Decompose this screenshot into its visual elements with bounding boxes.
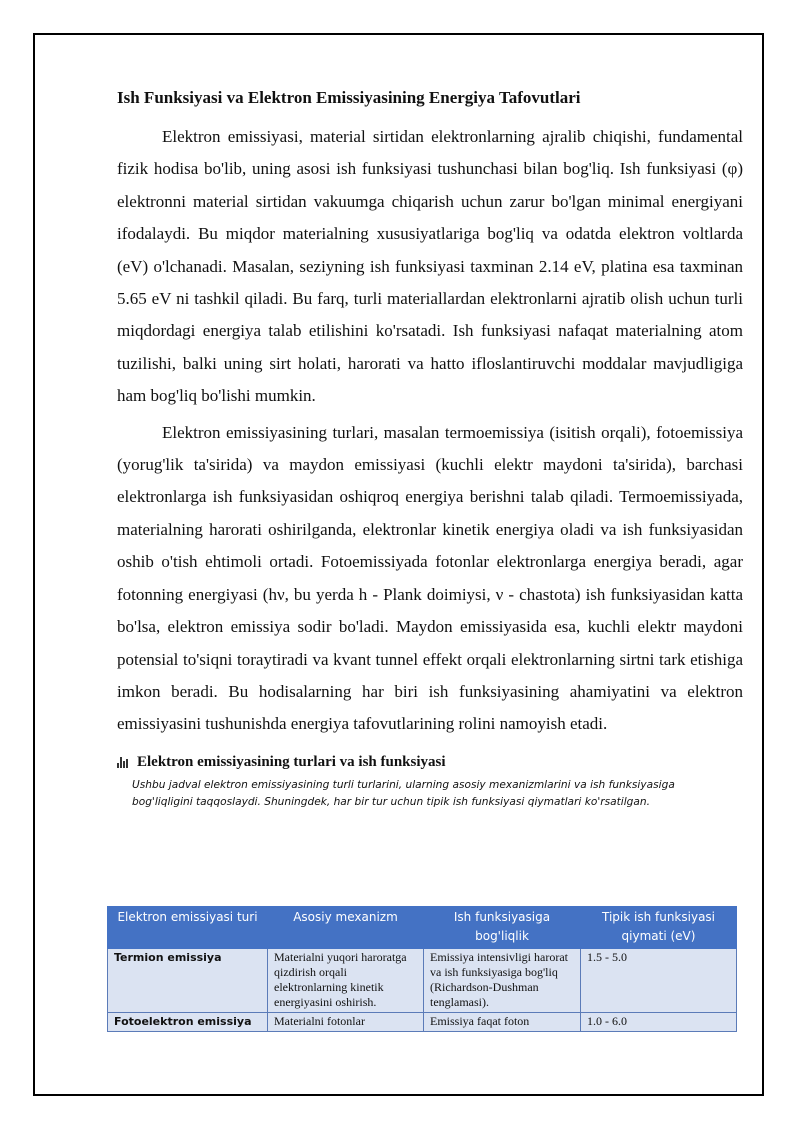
table-cell: Materialni yuqori haroratga qizdirish orqali elektronlarning kinetik energiyasini oshirish. xyxy=(268,949,424,1013)
column-header: Tipik ish funksiyasi qiymati (eV) xyxy=(581,907,737,949)
table-cell: Emissiya faqat foton xyxy=(424,1013,581,1032)
table-cell: Fotoelektron emissiya xyxy=(108,1013,268,1032)
bar-chart-icon xyxy=(117,756,131,768)
table-row xyxy=(108,949,737,1013)
column-header: Elektron emissiyasi turi xyxy=(108,907,268,949)
table-header-row xyxy=(108,907,737,949)
table-cell: Materialni fotonlar xyxy=(268,1013,424,1032)
section-title: Elektron emissiyasining turlari va ish funksiyasi xyxy=(137,753,446,770)
table-caption: Ushbu jadval elektron emissiyasining turli turlarini, ularning asosiy mexanizmlarini va ish funksiyasiga bog'liqligini taqqoslaydi. Shuningdek, har bir tur uchun tipik ish funksiyasi qiymatlari ko'rsatilgan. xyxy=(132,778,675,808)
paragraph-2: Elektron emissiyasining turlari, masalan termoemissiya (isitish orqali), fotoemissiya (yorug'lik ta'sirida) va maydon emissiyasi (kuchli elektr maydoni ta'sirida), barchasi elektronlarga ish funksiyasidan oshiqroq energiya berishni talab qiladi. Termoemissiyada, materialning harorati oshirilganda, elektronlar kinetik energiya oladi va ish funksiyasidan oshib o'tish ehtimoli ortadi. Fotoemissiyada fotonlar elektronlarga energiya beradi, agar fotonning energiyasi (hν, bu yerda h - Plank doimiysi, ν - chastota) ish funksiyasidan katta bo'lsa, elektron emissiya sodir bo'ladi. Maydon emissiyasida esa, kuchli elektr maydoni potensial to'siqni toraytiradi va kvant tunnel effekt orqali elektronlarning sirtni tark etishiga imkon beradi. Bu hodisalarning har biri ish funksiyasining ahamiyatini va elektron emissiyasini tushunishda energiya tafovutlarining rolini namoyish etadi. xyxy=(117,422,743,734)
column-header: Ish funksiyasiga bog'liqlik xyxy=(424,907,581,949)
document-body xyxy=(117,86,743,811)
table-cell: 1.5 - 5.0 xyxy=(581,949,737,1013)
document-title: Ish Funksiyasi va Elektron Emissiyasining Energiya Tafovutlari xyxy=(117,88,581,107)
table-cell: Emissiya intensivligi harorat va ish funksiyasiga bog'liq (Richardson-Dushman tenglamasi). xyxy=(424,949,581,1013)
table-cell: 1.0 - 6.0 xyxy=(581,1013,737,1032)
paragraph-1: Elektron emissiyasi, material sirtidan elektronlarning ajralib chiqishi, fundamental fizik hodisa bo'lib, uning asosi ish funksiyasi tushunchasi bilan bog'liq. Ish funksiyasi (φ) elektronni material sirtidan vakuumga chiqarish uchun zarur bo'lgan minimal energiyani ifodalaydi. Bu miqdor materialning xususiyatlariga bog'liq va odatda elektron voltlarda (eV) o'lchanadi. Masalan, seziyning ish funksiyasi taxminan 2.14 eV, platina esa taxminan 5.65 eV ni tashkil qiladi. Bu farq, turli materiallardan elektronlarni ajratib olish uchun turli miqdordagi energiya talab etilishini ko'rsatadi. Ish funksiyasi nafaqat materialning atom tuzilishi, balki uning sirt holati, harorati va hatto ifloslantiruvchi moddalar mavjudligiga ham bog'liq bo'lishi mumkin. xyxy=(117,127,743,406)
table-row xyxy=(108,1013,737,1032)
section-heading xyxy=(117,752,743,772)
table-cell: Termion emissiya xyxy=(108,949,268,1013)
column-header: Asosiy mexanizm xyxy=(268,907,424,949)
emission-table xyxy=(107,906,737,1032)
